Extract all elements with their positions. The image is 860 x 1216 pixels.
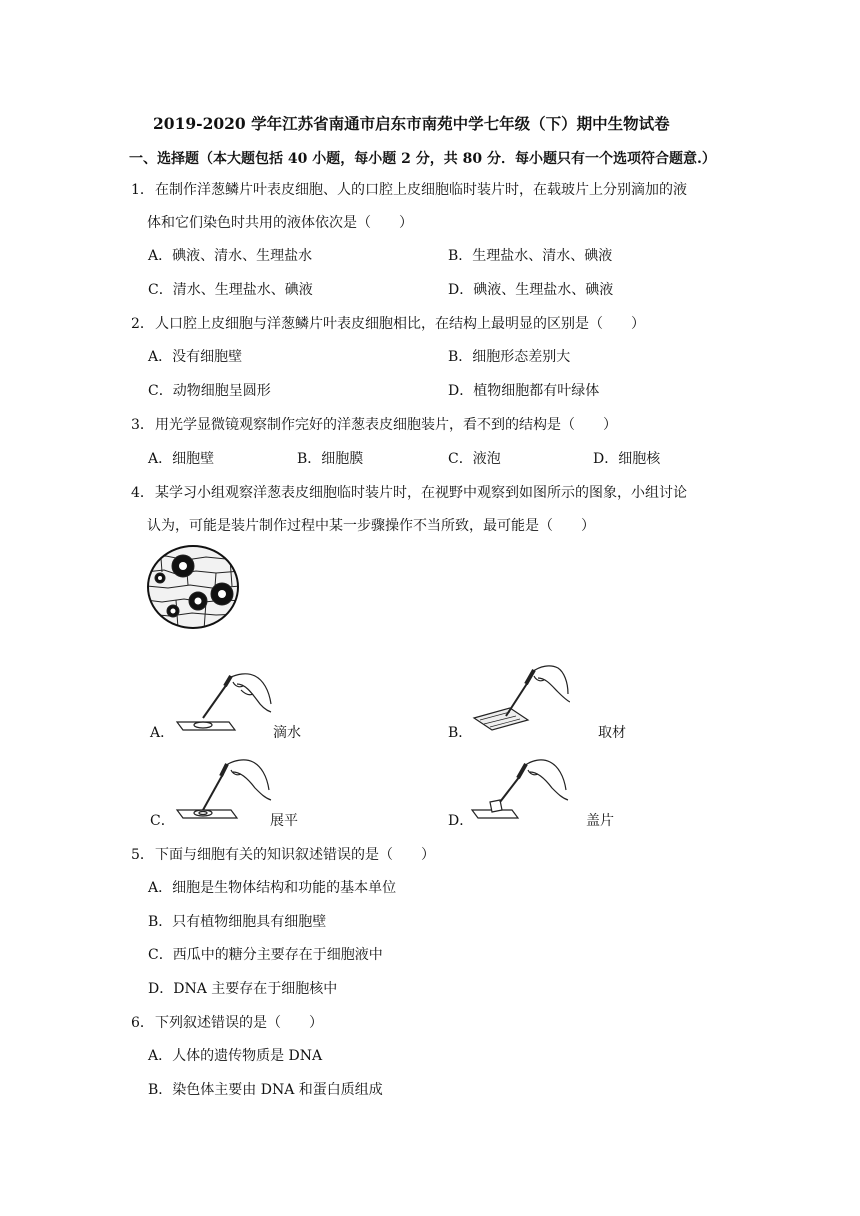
question-4-option-b-letter: B．: [448, 725, 473, 741]
question-4-option-c-label: 展平: [270, 813, 298, 829]
question-4-option-d-letter: D．: [448, 813, 474, 829]
question-2-option-c: C．动物细胞呈圆形: [148, 383, 271, 399]
question-4-option-a-letter: A．: [150, 725, 175, 741]
question-6-option-b: B．染色体主要由 DNA 和蛋白质组成: [148, 1082, 383, 1098]
question-4-text-line-1: 某学习小组观察洋葱表皮细胞临时装片时，在视野中观察到如图所示的图象，小组讨论: [155, 485, 687, 501]
taking-material-illustration: [470, 660, 570, 736]
question-3-option-a: A．细胞壁: [148, 451, 215, 467]
question-5-option-d: D．DNA 主要存在于细胞核中: [148, 981, 338, 997]
section-heading: 一、选择题（本大题包括 40 小题，每小题 2 分，共 80 分．每小题只有一个选项符合题意.）: [129, 151, 716, 167]
question-2-number: 2．: [131, 316, 154, 332]
question-4-number: 4．: [131, 485, 154, 501]
question-4-text-line-2: 认为，可能是装片制作过程中某一步骤操作不当所致，最可能是（ ）: [147, 518, 595, 534]
question-4-option-a-label: 滴水: [273, 725, 301, 741]
question-2-text: 人口腔上皮细胞与洋葱鳞片叶表皮细胞相比，在结构上最明显的区别是（ ）: [155, 316, 645, 332]
question-5-option-a: A．细胞是生物体结构和功能的基本单位: [148, 880, 397, 896]
question-3-option-c: C．液泡: [448, 451, 501, 467]
question-6-text: 下列叙述错误的是（ ）: [155, 1015, 323, 1031]
question-4-option-b-label: 取材: [598, 725, 626, 741]
question-1-option-c: C．清水、生理盐水、碘液: [148, 282, 313, 298]
exam-title: 2019-2020 学年江苏省南通市启东市南苑中学七年级（下）期中生物试卷: [153, 114, 670, 133]
microscope-field-figure: [146, 544, 242, 630]
question-1-text-line-2: 体和它们染色时共用的液体依次是（ ）: [147, 215, 413, 231]
dropping-water-illustration: [175, 670, 275, 736]
question-4-option-c-letter: C．: [150, 813, 175, 829]
question-6-option-a: A．人体的遗传物质是 DNA: [148, 1048, 323, 1064]
question-3-text: 用光学显微镜观察制作完好的洋葱表皮细胞装片，看不到的结构是（ ）: [155, 417, 617, 433]
question-3-option-d: D．细胞核: [593, 451, 661, 467]
question-1-option-b: B．生理盐水、清水、碘液: [448, 248, 613, 264]
question-2-option-a: A．没有细胞壁: [148, 349, 243, 365]
question-5-option-b: B．只有植物细胞具有细胞壁: [148, 914, 327, 930]
question-5-number: 5．: [131, 847, 154, 863]
flattening-illustration: [175, 756, 275, 826]
question-5-option-c: C．西瓜中的糖分主要存在于细胞液中: [148, 947, 383, 963]
question-3-number: 3．: [131, 417, 154, 433]
question-5-text: 下面与细胞有关的知识叙述错误的是（ ）: [155, 847, 435, 863]
covering-slip-illustration: [470, 756, 570, 826]
question-1-option-d: D．碘液、生理盐水、碘液: [448, 282, 614, 298]
question-2-option-d: D．植物细胞都有叶绿体: [448, 383, 600, 399]
question-3-option-b: B．细胞膜: [297, 451, 364, 467]
question-1-text-line-1: 在制作洋葱鳞片叶表皮细胞、人的口腔上皮细胞临时装片时，在载玻片上分别滴加的液: [155, 182, 687, 198]
question-2-option-b: B．细胞形态差别大: [448, 349, 571, 365]
question-4-option-d-label: 盖片: [586, 813, 614, 829]
question-6-number: 6．: [131, 1015, 154, 1031]
question-1-option-a: A．碘液、清水、生理盐水: [148, 248, 313, 264]
question-1-number: 1．: [131, 182, 154, 198]
